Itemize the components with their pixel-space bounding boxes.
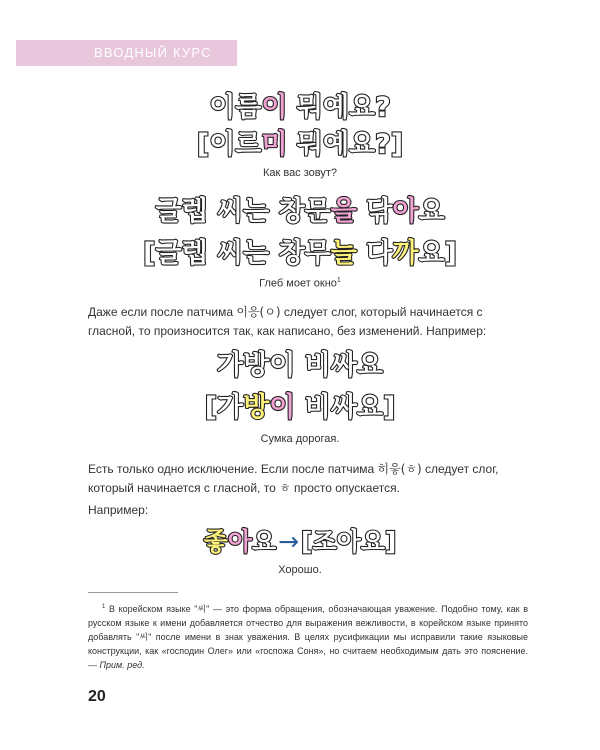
section-header-title: ВВОДНЫЙ КУРС xyxy=(94,45,212,60)
footnote: $^1$ В корейском языке "씨" — это форма обращения, обозначающая уважение. Подобно тому, как в русском языке к имени добавляется отчество для выражения вежливости, в корейском языке принято добавлять "씨" после имени в знак уважения. В целях русификации мы исправили такие языковые конструкции, как «господин Олег» или «госпожа Соня», но считаем необходимым дать это пояснение. — Прим. ред. xyxy=(88,604,528,670)
example2-translation: Глеб моет окно$^1$ xyxy=(259,277,341,290)
example4-korean-line: 좋아요→[조아요] xyxy=(203,527,397,556)
paragraph-hieut: Есть только одно исключение. Если после патчима 히읗(ㅎ) следует слог, который начинается с гласной, то ㅎ просто опускается. xyxy=(88,462,499,495)
example3-pronunciation-line: [가방이 비싸요] xyxy=(204,392,396,423)
arrow-right-icon: → xyxy=(278,527,300,556)
example2-pronunciation-line: [글렙 씨는 창무늘 다까요] xyxy=(143,238,457,269)
page-number: 20 xyxy=(88,688,106,705)
highlight-syllable: 미 xyxy=(261,129,288,160)
paragraph-example-label: Например: xyxy=(88,503,149,517)
paragraph-ieung: Даже если после патчима 이응(ㅇ) следует слог, который начинается с гласной, то произносится так, как написано, без изменений. Например: xyxy=(88,305,487,338)
footnote-ref: 1 xyxy=(336,277,341,284)
footnote-divider xyxy=(88,592,178,593)
example1-translation: Как вас зовут? xyxy=(262,167,338,179)
example2-korean-line: 글렙 씨는 창문을 닦아요 xyxy=(155,196,445,227)
example3-korean-line: 가방이 비싸요 xyxy=(217,350,383,381)
example1-pronunciation-line: [이르미 뭐예요?] xyxy=(196,129,404,160)
example1-korean-line: 이름이 뭐예요? xyxy=(209,92,391,123)
example4-translation: Хорошо. xyxy=(278,564,322,576)
highlight-syllable: 이 xyxy=(261,92,288,123)
example3-translation: Сумка дорогая. xyxy=(260,433,340,445)
